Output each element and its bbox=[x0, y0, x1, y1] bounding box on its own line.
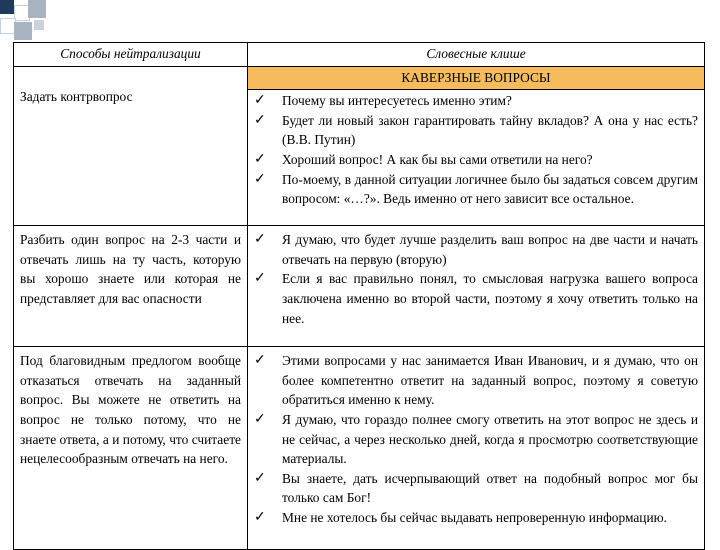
phrase-text: Мне не хотелось бы сейчас выдавать непроверенную информацию. bbox=[282, 509, 667, 525]
check-icon: ✓ bbox=[254, 93, 266, 109]
check-icon: ✓ bbox=[254, 411, 266, 427]
phrase-text: Хороший вопрос! А как бы вы сами ответили на него? bbox=[282, 151, 593, 167]
phrase-list bbox=[254, 351, 698, 527]
list-item bbox=[254, 230, 698, 269]
check-icon: ✓ bbox=[254, 353, 266, 369]
list-item bbox=[254, 469, 698, 508]
phrase-text: Если я вас правильно понял, то смысловая нагрузка вашего вопроса заключена именно во второй части, поэтому я хочу ответить только на нее. bbox=[282, 271, 698, 326]
deco-square-1 bbox=[0, 0, 14, 14]
list-item bbox=[254, 111, 698, 150]
table-row bbox=[14, 347, 705, 550]
phrase-text: Я думаю, что гораздо полнее смогу ответить на этот вопрос не здесь и не сейчас, а через несколько дней, когда я просмотрю соответствующие материалы. bbox=[282, 411, 698, 467]
header-phrases: Словесные клише bbox=[248, 43, 705, 67]
check-icon: ✓ bbox=[254, 232, 266, 248]
list-item bbox=[254, 410, 698, 469]
table-header-row bbox=[14, 43, 705, 67]
deco-square-6 bbox=[34, 20, 44, 30]
table-row bbox=[14, 226, 705, 347]
phrase-text: Будет ли новый закон гарантировать тайну вкладов? А она у нас есть? (В.В. Путин) bbox=[282, 112, 698, 148]
check-icon: ✓ bbox=[254, 171, 266, 187]
phrases-cell bbox=[248, 90, 705, 226]
category-heading: КАВЕРЗНЫЕ ВОПРОСЫ bbox=[248, 66, 705, 90]
check-icon: ✓ bbox=[254, 151, 266, 167]
list-item bbox=[254, 170, 698, 209]
phrase-text: Этими вопросами у нас занимается Иван Иванович, и я думаю, что он более компетентно ответит на заданный вопрос, поэтому я советую обратиться именно к нему. bbox=[282, 353, 698, 408]
check-icon: ✓ bbox=[254, 271, 266, 287]
deco-square-5 bbox=[14, 22, 32, 40]
check-icon: ✓ bbox=[254, 509, 266, 525]
method-cell: Разбить один вопрос на 2-3 части и отвечать лишь на ту часть, которую вы хорошо знаете или которая не представляет для вас опасности bbox=[14, 226, 248, 347]
phrases-table bbox=[13, 42, 705, 550]
check-icon: ✓ bbox=[254, 112, 266, 128]
method-cell: Задать контрвопрос bbox=[14, 66, 248, 226]
phrase-text: По-моему, в данной ситуации логичнее было бы задаться совсем другим вопросом: «…?». Ведь именно от него зависит все остальное. bbox=[282, 171, 698, 207]
phrase-text: Почему вы интересуетесь именно этим? bbox=[282, 93, 512, 109]
phrase-list bbox=[254, 230, 698, 328]
check-icon: ✓ bbox=[254, 470, 266, 486]
method-cell: Под благовидным предлогом вообще отказаться отвечать на заданный вопрос. Вы можете не ответить на вопрос не только потому, что не знаете ответа, а и потому, что считаете нецелесообразным отвечать на него. bbox=[14, 347, 248, 550]
header-methods: Способы нейтрализации bbox=[14, 43, 248, 67]
phrases-cell bbox=[248, 347, 705, 550]
phrases-cell bbox=[248, 226, 705, 347]
list-item bbox=[254, 91, 698, 111]
table-row bbox=[14, 66, 705, 90]
list-item bbox=[254, 351, 698, 410]
list-item bbox=[254, 269, 698, 328]
list-item bbox=[254, 508, 698, 528]
deco-square-4 bbox=[28, 0, 46, 18]
phrase-text: Я думаю, что будет лучше разделить ваш вопрос на две части и начать отвечать на первую (вторую) bbox=[282, 232, 698, 267]
phrase-list bbox=[254, 91, 698, 209]
list-item bbox=[254, 150, 698, 170]
phrase-text: Вы знаете, дать исчерпывающий ответ на подобный вопрос мог бы только сам Бог! bbox=[282, 470, 698, 506]
